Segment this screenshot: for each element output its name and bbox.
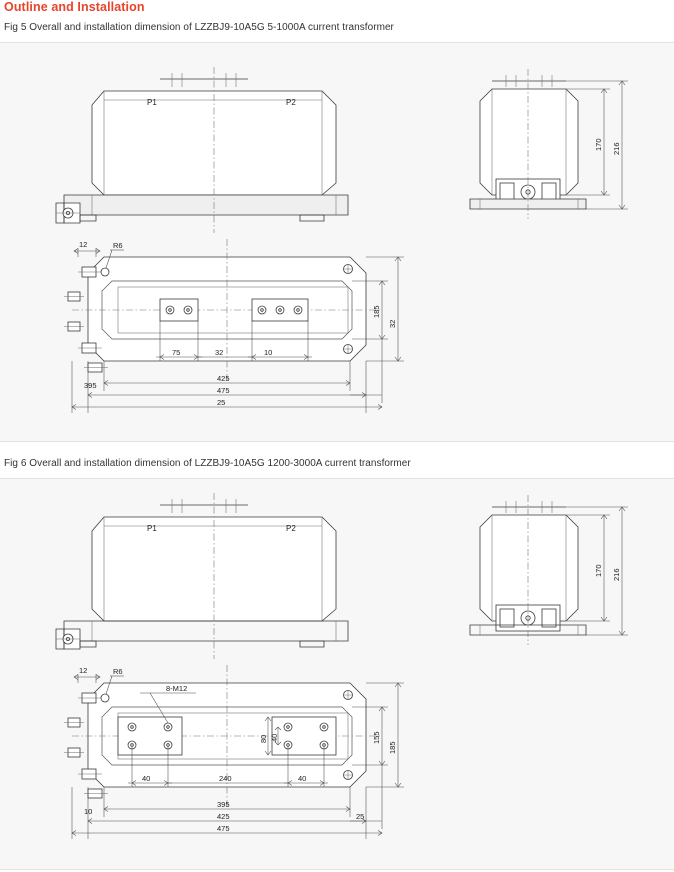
fig6-side-dim-216: 216 [612, 568, 621, 581]
fig6-top-dim-25: 25 [356, 812, 365, 821]
fig6-top-dim-185: 185 [388, 741, 397, 754]
figure-6-svg [0, 479, 674, 871]
fig5-top-dim-185: 32 [388, 319, 397, 328]
fig5-front-label-p1: P1 [147, 98, 157, 107]
figure-6-caption: Fig 6 Overall and installation dimension of LZZBJ9-10A5G 1200-3000A current transformer [4, 458, 411, 469]
fig6-side-dim-170: 170 [594, 564, 603, 577]
figure-6-drawing-panel [0, 478, 674, 870]
fig6-top-dim-40a: 40 [142, 774, 151, 783]
fig5-front-label-p2: P2 [286, 98, 296, 107]
figure-5-drawing-panel [0, 42, 674, 442]
fig6-top-dim-r6: R6 [113, 667, 123, 676]
fig6-top-label-8m12: 8-M12 [166, 684, 188, 693]
fig6-front-label-p2: P2 [286, 524, 296, 533]
fig6-front-label-p1: P1 [147, 524, 157, 533]
fig6-top-dim-40-vert: 40 [270, 733, 279, 742]
fig6-top-dim-10: 10 [84, 807, 93, 816]
fig5-top-dim-475: 25 [217, 398, 226, 407]
fig6-top-dim-425: 425 [217, 812, 230, 821]
fig6-top-view [64, 665, 404, 839]
fig5-top-dim-155: 185 [372, 305, 381, 318]
fig6-side-view [470, 495, 628, 645]
fig5-top-dim-32b: 10 [264, 348, 273, 357]
fig5-top-view [64, 239, 404, 413]
fig5-top-dim-395: 425 [217, 374, 230, 383]
fig5-top-dim-425: 475 [217, 386, 230, 395]
fig5-top-dim-10: 395 [84, 381, 97, 390]
fig6-top-dim-40b: 40 [298, 774, 307, 783]
fig5-top-dim-32a: 75 [172, 348, 181, 357]
figure-5-svg [0, 43, 674, 443]
fig6-top-dim-80: 80 [259, 734, 268, 743]
fig5-side-dim-216: 216 [612, 142, 621, 155]
fig5-front-view [56, 67, 348, 233]
fig5-top-dim-r6: R6 [113, 241, 123, 250]
fig6-top-dim-395: 395 [217, 800, 230, 809]
figure-5-caption: Fig 5 Overall and installation dimension of LZZBJ9-10A5G 5-1000A current transformer [4, 22, 394, 33]
fig6-front-view [56, 493, 348, 659]
fig5-top-dim-12: 12 [79, 240, 88, 249]
fig5-side-dim-170: 170 [594, 138, 603, 151]
fig6-top-dim-475: 475 [217, 824, 230, 833]
fig6-top-dim-240: 240 [219, 774, 232, 783]
page-title: Outline and Installation [4, 0, 145, 14]
fig5-side-view [470, 69, 628, 219]
fig6-top-dim-12: 12 [79, 666, 88, 675]
fig5-top-dim-75: 32 [215, 348, 224, 357]
fig6-top-dim-155: 155 [372, 731, 381, 744]
